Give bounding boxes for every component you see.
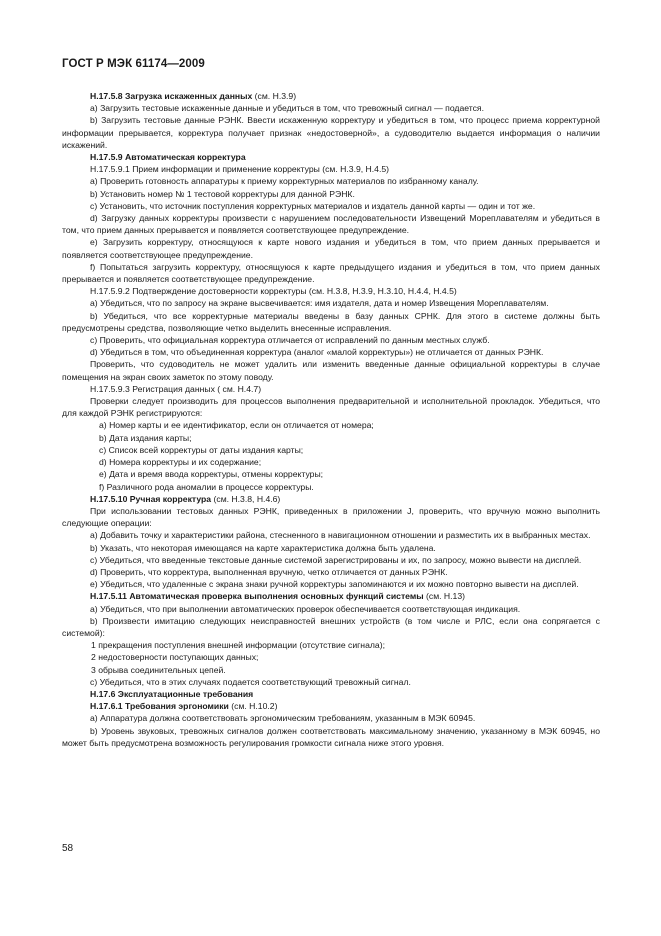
paragraph-text: a) Проверить готовность аппаратуры к приему корректурных материалов по избранному каналу. (90, 176, 479, 187)
paragraph (62, 712, 600, 724)
paragraph (62, 334, 600, 346)
paragraph (62, 603, 600, 615)
paragraph (62, 419, 600, 431)
paragraph (62, 700, 600, 712)
paragraph-heading: Н.17.5.8 Загрузка искаженных данных (90, 91, 253, 101)
paragraph-text: d) Загрузку данных корректуры произвести с нарушением последовательности Извещений Мореплавателям и убедиться в том, что прием данных прерывается и появляется соответствующее предупреждение. (62, 213, 600, 236)
paragraph (62, 529, 600, 541)
paragraph-text: d) Проверить, что корректура, выполненная вручную, четко отличается от данных РЭНК. (90, 566, 448, 577)
paragraph (62, 200, 600, 212)
paragraph-text: (см. Н.3.8, Н.4.6) (211, 493, 281, 504)
paragraph (62, 725, 600, 749)
paragraph-text: f) Различного рода аномалии в процессе корректуры. (99, 481, 314, 492)
paragraph-text: a) Убедиться, что при выполнении автоматических проверок обеспечивается соответствующая индикация. (90, 603, 521, 614)
paragraph (62, 285, 600, 297)
paragraph (62, 236, 600, 260)
document-body (62, 90, 600, 749)
paragraph (62, 346, 600, 358)
paragraph-text: b) Дата издания карты; (99, 432, 192, 443)
paragraph (62, 493, 600, 505)
paragraph (62, 310, 600, 334)
paragraph (62, 444, 600, 456)
paragraph-text: e) Дата и время ввода корректуры, отмены корректуры; (99, 469, 324, 480)
paragraph (62, 651, 600, 663)
paragraph (62, 383, 600, 395)
paragraph-text: a) Убедиться, что по запросу на экране высвечивается: имя издателя, дата и номер Извещения Мореплавателям. (90, 298, 549, 309)
paragraph-text: c) Установить, что источник поступления корректурных материалов и издатель данной карты — один и тот же. (90, 200, 536, 211)
paragraph-text: (см. Н.13) (423, 591, 466, 602)
paragraph-heading: Н.17.6.1 Требования эргономики (90, 701, 229, 712)
paragraph-text: 1 прекращения поступления внешней информации (отсутствие сигнала); (91, 640, 385, 651)
paragraph (62, 664, 600, 676)
paragraph-text: c) Убедиться, что в этих случаях подается соответствующий тревожный сигнал. (90, 676, 411, 687)
paragraph-heading: Н.17.5.11 Автоматическая проверка выполнения основных функций системы (90, 591, 424, 602)
paragraph-text: b) Убедиться, что все корректурные материалы введены в базу данных СРНК. Для этого в системе должны быть предусмотрены средства, позволяющие четко выделить внесенные исправления. (62, 310, 600, 333)
paragraph (62, 566, 600, 578)
paragraph-text: Н.17.5.9.2 Подтверждение достоверности корректуры (см. Н.3.8, Н.3.9, Н.3.10, Н.4.4, Н.4.5) (90, 286, 457, 297)
paragraph-text: Н.17.5.9.3 Регистрация данных ( см. Н.4.7) (90, 383, 262, 394)
paragraph-text: a) Аппаратура должна соответствовать эргономическим требованиям, указанным в МЭК 60945. (90, 713, 476, 724)
paragraph (62, 175, 600, 187)
paragraph (62, 481, 600, 493)
paragraph (62, 358, 600, 382)
paragraph (62, 578, 600, 590)
paragraph-text: e) Загрузить корректуру, относящуюся к карте нового издания и убедиться в том, что прием данных прерывается и появляется соответствующее предупреждение. (62, 237, 600, 260)
paragraph (62, 102, 600, 114)
paragraph-text: (см. Н.10.2) (228, 701, 278, 712)
page-number: 58 (62, 843, 74, 854)
paragraph-text: c) Убедиться, что введенные текстовые данные системой зарегистрированы и их, по запросу, можно вывести на дисплей. (90, 554, 582, 565)
paragraph-text: Н.17.5.9.1 Прием информации и применение корректуры (см. Н.3.9, Н.4.5) (90, 164, 390, 175)
paragraph (62, 615, 600, 639)
paragraph-text: b) Загрузить тестовые данные РЭНК. Ввести искаженную корректуру и убедиться в том, что процесс приема корректурной информации прерывается, корректура получает признак «недостоверной», а судоводителю выдается информация о наличии искажений. (62, 115, 600, 150)
paragraph-text: b) Установить номер № 1 тестовой корректуры для данной РЭНК. (90, 188, 355, 199)
paragraph-text: a) Загрузить тестовые искаженные данные и убедиться в том, что тревожный сигнал — подается. (90, 103, 485, 114)
paragraph (62, 212, 600, 236)
paragraph (62, 676, 600, 688)
paragraph (62, 151, 600, 163)
paragraph-text: b) Произвести имитацию следующих неисправностей внешних устройств (в том числе и РЛС, если она сопрягается с системой): (62, 615, 600, 638)
paragraph-text: a) Добавить точку и характеристики района, стесненного в навигационном отношении и разместить их в выбранных местах. (90, 530, 591, 541)
paragraph-text: f) Попытаться загрузить корректуру, относящуюся к карте предыдущего издания и убедиться в том, что прием данных прерывается и появляется соответствующее предупреждение. (62, 261, 600, 285)
page-header: ГОСТ Р МЭК 61174—2009 (62, 58, 205, 70)
paragraph (62, 114, 600, 151)
paragraph-text: c) Список всей корректуры от даты издания карты; (99, 444, 304, 455)
paragraph (62, 90, 600, 102)
paragraph-text: 3 обрыва соединительных цепей. (91, 664, 226, 675)
paragraph (62, 554, 600, 566)
paragraph (62, 688, 600, 700)
paragraph-text: d) Убедиться в том, что объединенная корректура (аналог «малой корректуры») не отличается от данных РЭНК. (90, 347, 544, 358)
paragraph (62, 432, 600, 444)
paragraph (62, 639, 600, 651)
paragraph (62, 468, 600, 480)
paragraph-text: c) Проверить, что официальная корректура отличается от исправлений по данным местных служб. (90, 335, 490, 346)
paragraph (62, 163, 600, 175)
paragraph-text: a) Номер карты и ее идентификатор, если он отличается от номера; (99, 420, 374, 431)
paragraph (62, 456, 600, 468)
paragraph (62, 261, 600, 285)
paragraph (62, 395, 600, 419)
paragraph-text: b) Уровень звуковых, тревожных сигналов должен соответствовать максимальному значению, указанному в МЭК 60945, но может быть предусмотрена возможность регулирования громкости сигнала ниже этого уровня. (62, 725, 600, 748)
paragraph-text: При использовании тестовых данных РЭНК, приведенных в приложении J, проверить, что вручную можно выполнить следующие операции: (62, 505, 600, 529)
paragraph-text: d) Номера корректуры и их содержание; (99, 457, 262, 468)
paragraph (62, 542, 600, 554)
paragraph (62, 590, 600, 602)
paragraph-text: e) Убедиться, что удаленные с экрана знаки ручной корректуры запоминаются и их можно повторно вывести на дисплей. (90, 579, 579, 590)
paragraph-text: Проверить, что судоводитель не может удалить или изменить введенные данные официальной корректуры в случае помещения на экран своих заметок по этому поводу. (62, 359, 600, 382)
paragraph (62, 297, 600, 309)
paragraph (62, 188, 600, 200)
paragraph-text: (см. Н.3.9) (252, 91, 297, 101)
paragraph-text: b) Указать, что некоторая имеющаяся на карте характеристика должна быть удалена. (90, 542, 436, 553)
paragraph-text: Проверки следует производить для процессов выполнения предварительной и исполнительной прокладок. Убедиться, что для каждой РЭНК регистрируются: (62, 396, 600, 419)
paragraph-heading: Н.17.5.9 Автоматическая корректура (90, 152, 246, 163)
paragraph (62, 505, 600, 529)
paragraph-text: 2 недостоверности поступающих данных; (91, 652, 259, 663)
paragraph-heading: Н.17.5.10 Ручная корректура (90, 493, 212, 504)
paragraph-heading: Н.17.6 Эксплуатационные требования (90, 688, 254, 699)
